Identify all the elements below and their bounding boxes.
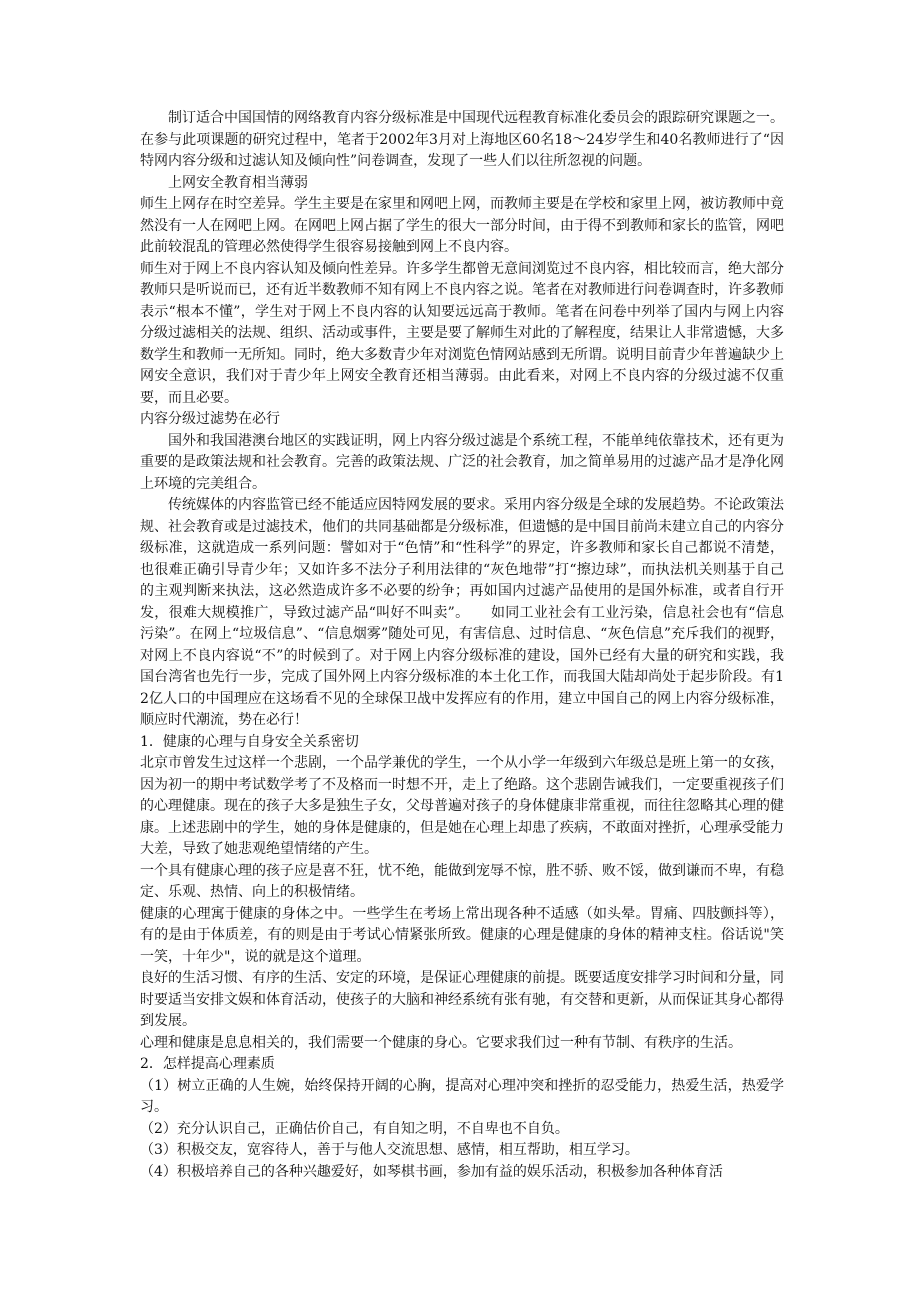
paragraph: 国外和我国港澳台地区的实践证明，网上内容分级过滤是个系统工程，不能单纯依靠技术，还有更为重要的是政策法规和社会教育。完善的政策法规、广泛的社会教育，加之简单易用的过滤产品才是净化网上环境的完美组合。	[140, 432, 784, 492]
paragraph: （2）充分认识自己，正确估价自己，有自知之明，不自卑也不自负。	[140, 1120, 569, 1137]
paragraph: （3）积极交友，宽容待人，善于与他人交流思想、感情，相互帮助，相互学习。	[140, 1142, 639, 1158]
paragraph: 内容分级过滤势在必行	[140, 411, 280, 427]
paragraph: 心理和健康是息息相关的，我们需要一个健康的身心。它要求我们过一种有节制、有秩序的生活。	[140, 1034, 742, 1051]
paragraph: 一个具有健康心理的孩子应是喜不狂，忧不绝，能做到宠辱不惊，胜不骄、败不馁，做到谦而不卑，有稳定、乐观、热情、向上的积极情绪。	[140, 862, 784, 900]
paragraph: 师生对于网上不良内容认知及倾向性差异。许多学生都曾无意间浏览过不良内容，相比较而言，绝大部分教师只是听说而已，还有近半数教师不知有网上不良内容之说。笔者在对教师进行问卷调查时，许多教师表示“根本不懂”，学生对于网上不良内容的认知要远远高于教师。笔者在问卷中列举了国内与网上内容分级过滤相关的法规、组织、活动或事件，主要是要了解师生对此的了解程度，结果让人非常遗憾，大多数学生和教师一无所知。同时，绝大多数青少年对浏览色情网站感到无所谓。说明目前青少年普遍缺少上网安全意识，我们对于青少年上网安全教育还相当薄弱。由此看来，对网上不良内容的分级过滤不仅重要，而且必要。	[140, 260, 784, 406]
paragraph: 良好的生活习惯、有序的生活、安定的环境，是保证心理健康的前提。既要适度安排学习时间和分量，同时要适当安排文娱和体育活动，使孩子的大脑和神经系统有张有驰，有交替和更新，从而保证其身心都得到发展。	[140, 970, 784, 1029]
paragraph: 1．健康的心理与自身安全关系密切	[140, 733, 359, 750]
paragraph: （4）积极培养自己的各种兴趣爱好，如琴棋书画，参加有益的娱乐活动，积极参加各种体育活	[140, 1163, 723, 1180]
paragraph: 传统媒体的内容监管已经不能适应因特网发展的要求。采用内容分级是全球的发展趋势。不论政策法规、社会教育或是过滤技术，他们的共同基础都是分级标准，但遗憾的是中国目前尚未建立自己的内容分级标准，这就造成一系列问题：譬如对于“色情”和“性科学”的界定，许多教师和家长自己都说不清楚，也很难正确引导青少年；又如许多不法分子利用法律的“灰色地带”打“擦边球”，而执法机关则基于自己的主观判断来执法，这必然造成许多不必要的纷争；再如国内过滤产品使用的是国外标准，或者自行开发，很难大规模推广，导致过滤产品“叫好不叫卖”。 如同工业社会有工业污染，信息社会也有“信息污染”。在网上“垃圾信息”、“信息烟雾”随处可见，有害信息、过时信息、“灰色信息”充斥我们的视野，对网上不良内容说“不”的时候到了。对于网上内容分级标准的建设，国外已经有大量的研究和实践，我国台湾省也先行一步，完成了国外网上内容分级标准的本土化工作，而我国大陆却尚处于起步阶段。有12亿人口的中国理应在这场看不见的全球保卫战中发挥应有的作用，建立中国自己的网上内容分级标准，顺应时代潮流，势在必行！	[140, 497, 784, 728]
paragraph: 制订适合中国国情的网络教育内容分级标准是中国现代远程教育标准化委员会的跟踪研究课题之一。在参与此项课题的研究过程中，笔者于2002年3月对上海地区60名18～24岁学生和40名教师进行了“因特网内容分级和过滤认知及倾向性”问卷调查，发现了一些人们以往所忽视的问题。	[140, 110, 784, 169]
paragraph: 师生上网存在时空差异。学生主要是在家里和网吧上网，而教师主要是在学校和家里上网，被访教师中竟然没有一人在网吧上网。在网吧上网占据了学生的很大一部分时间，由于得不到教师和家长的监管，网吧此前较混乱的管理必然使得学生很容易接触到网上不良内容。	[140, 196, 784, 255]
paragraph: 2．怎样提高心理素质	[140, 1056, 275, 1072]
document-body	[140, 108, 784, 1183]
paragraph: 上网安全教育相当薄弱	[168, 174, 308, 191]
paragraph: 健康的心理寓于健康的身体之中。一些学生在考场上常出现各种不适感（如头晕。胃痛、四肢颤抖等），有的是由于体质差，有的则是由于考试心情紧张所致。健康的心理是健康的身体的精神支柱。俗话说"笑一笑，十年少"，说的就是这个道理。	[140, 905, 784, 965]
paragraph: （1）树立正确的人生婉，始终保持开阔的心胸，提高对心理冲突和挫折的忍受能力，热爱生活，热爱学习。	[140, 1077, 784, 1115]
paragraph: 北京市曾发生过这样一个悲剧，一个品学兼优的学生，一个从小学一年级到六年级总是班上第一的女孩，因为初一的期中考试数学考了不及格而一时想不开，走上了绝路。这个悲剧告诫我们，一定要重视孩子们的心理健康。现在的孩子大多是独生子女，父母普遍对孩子的身体健康非常重视，而往往忽略其心理的健康。上述悲剧中的学生，她的身体是健康的，但是她在心理上却患了疾病，不敢面对挫折，心理承受能力大差，导致了她悲观绝望情绪的产生。	[140, 755, 784, 857]
